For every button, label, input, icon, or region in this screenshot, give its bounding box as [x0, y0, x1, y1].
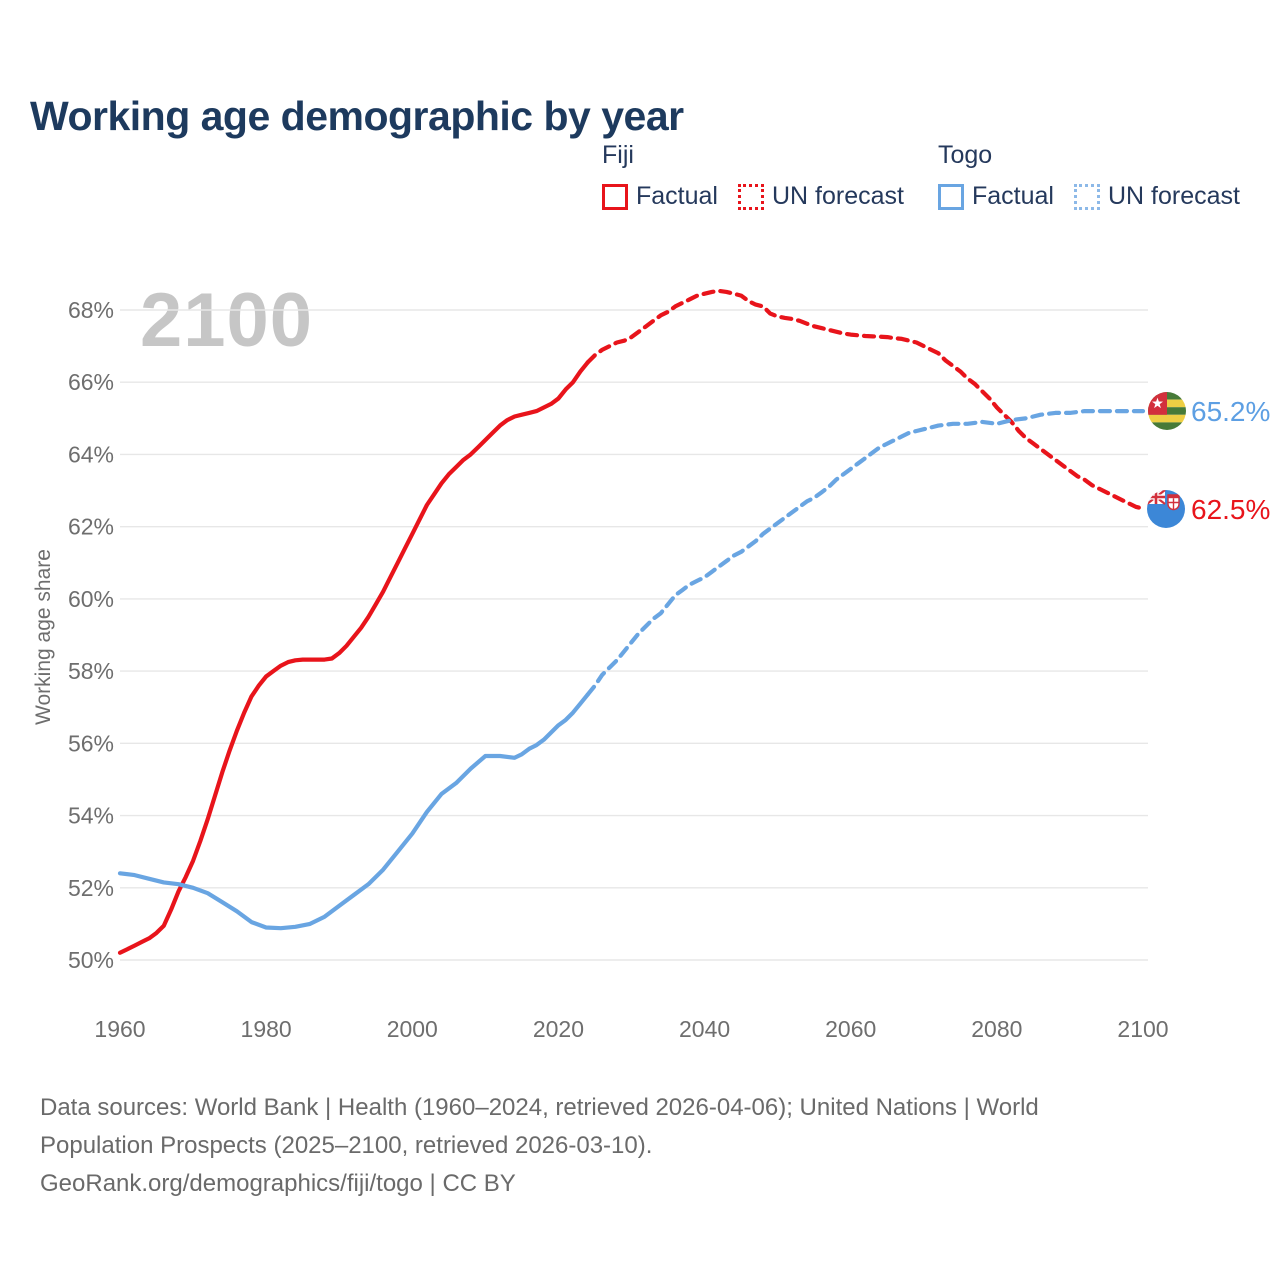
togo-flag-icon	[1148, 392, 1186, 430]
data-sources-line-2: Population Prospects (2025–2100, retrieved 2026-03-10).	[40, 1132, 653, 1159]
x-tick-label: 2080	[971, 1016, 1023, 1042]
legend-item-label: Factual	[636, 182, 718, 210]
y-tick-label: 58%	[67, 658, 114, 685]
x-tick-label: 1980	[240, 1016, 292, 1042]
attribution-link[interactable]: GeoRank.org/demographics/fiji/togo | CC BY	[40, 1170, 516, 1197]
y-tick-label: 64%	[67, 441, 114, 468]
y-tick-label: 56%	[67, 730, 114, 757]
fiji-end-value-label: 62.5%	[1191, 494, 1271, 525]
fiji-shield	[1168, 495, 1179, 510]
y-tick-label: 54%	[67, 802, 114, 829]
series-line-togo-factual	[120, 695, 588, 929]
fiji-flag-icon	[1147, 490, 1185, 528]
x-tick-label: 2100	[1117, 1016, 1169, 1042]
legend-item-label: Factual	[972, 182, 1054, 210]
y-axis-title: Working age share	[32, 549, 55, 725]
legend-item-label: UN forecast	[771, 182, 904, 210]
x-tick-label: 2000	[386, 1016, 438, 1042]
x-tick-label: 2060	[825, 1016, 877, 1042]
y-tick-label: 66%	[67, 369, 114, 396]
y-tick-label: 60%	[67, 585, 114, 612]
legend-item-label: UN forecast	[1107, 182, 1240, 210]
x-tick-label: 1960	[94, 1016, 146, 1042]
y-tick-label: 68%	[67, 297, 114, 323]
series-line-fiji-factual	[120, 362, 588, 952]
legend-country-fiji: Fiji	[602, 141, 634, 169]
series-line-fiji-un-forecast	[588, 291, 1143, 509]
y-tick-label: 50%	[67, 947, 114, 973]
legend-country-togo: Togo	[938, 141, 993, 169]
data-sources-line-1: Data sources: World Bank | Health (1960–2024, retrieved 2026-04-06); United Nations | World	[40, 1094, 1039, 1121]
series-line-togo-un-forecast	[588, 411, 1143, 694]
togo-end-value-label: 65.2%	[1191, 396, 1271, 427]
y-tick-label: 52%	[67, 874, 114, 901]
x-tick-label: 2040	[678, 1016, 731, 1042]
hover-year-watermark: 2100	[140, 278, 314, 363]
page-title: Working age demographic by year	[30, 93, 684, 140]
footer	[40, 1089, 1039, 1203]
y-tick-label: 62%	[67, 513, 114, 540]
x-tick-label: 2020	[532, 1016, 585, 1042]
union-jack-canton	[1147, 490, 1165, 504]
